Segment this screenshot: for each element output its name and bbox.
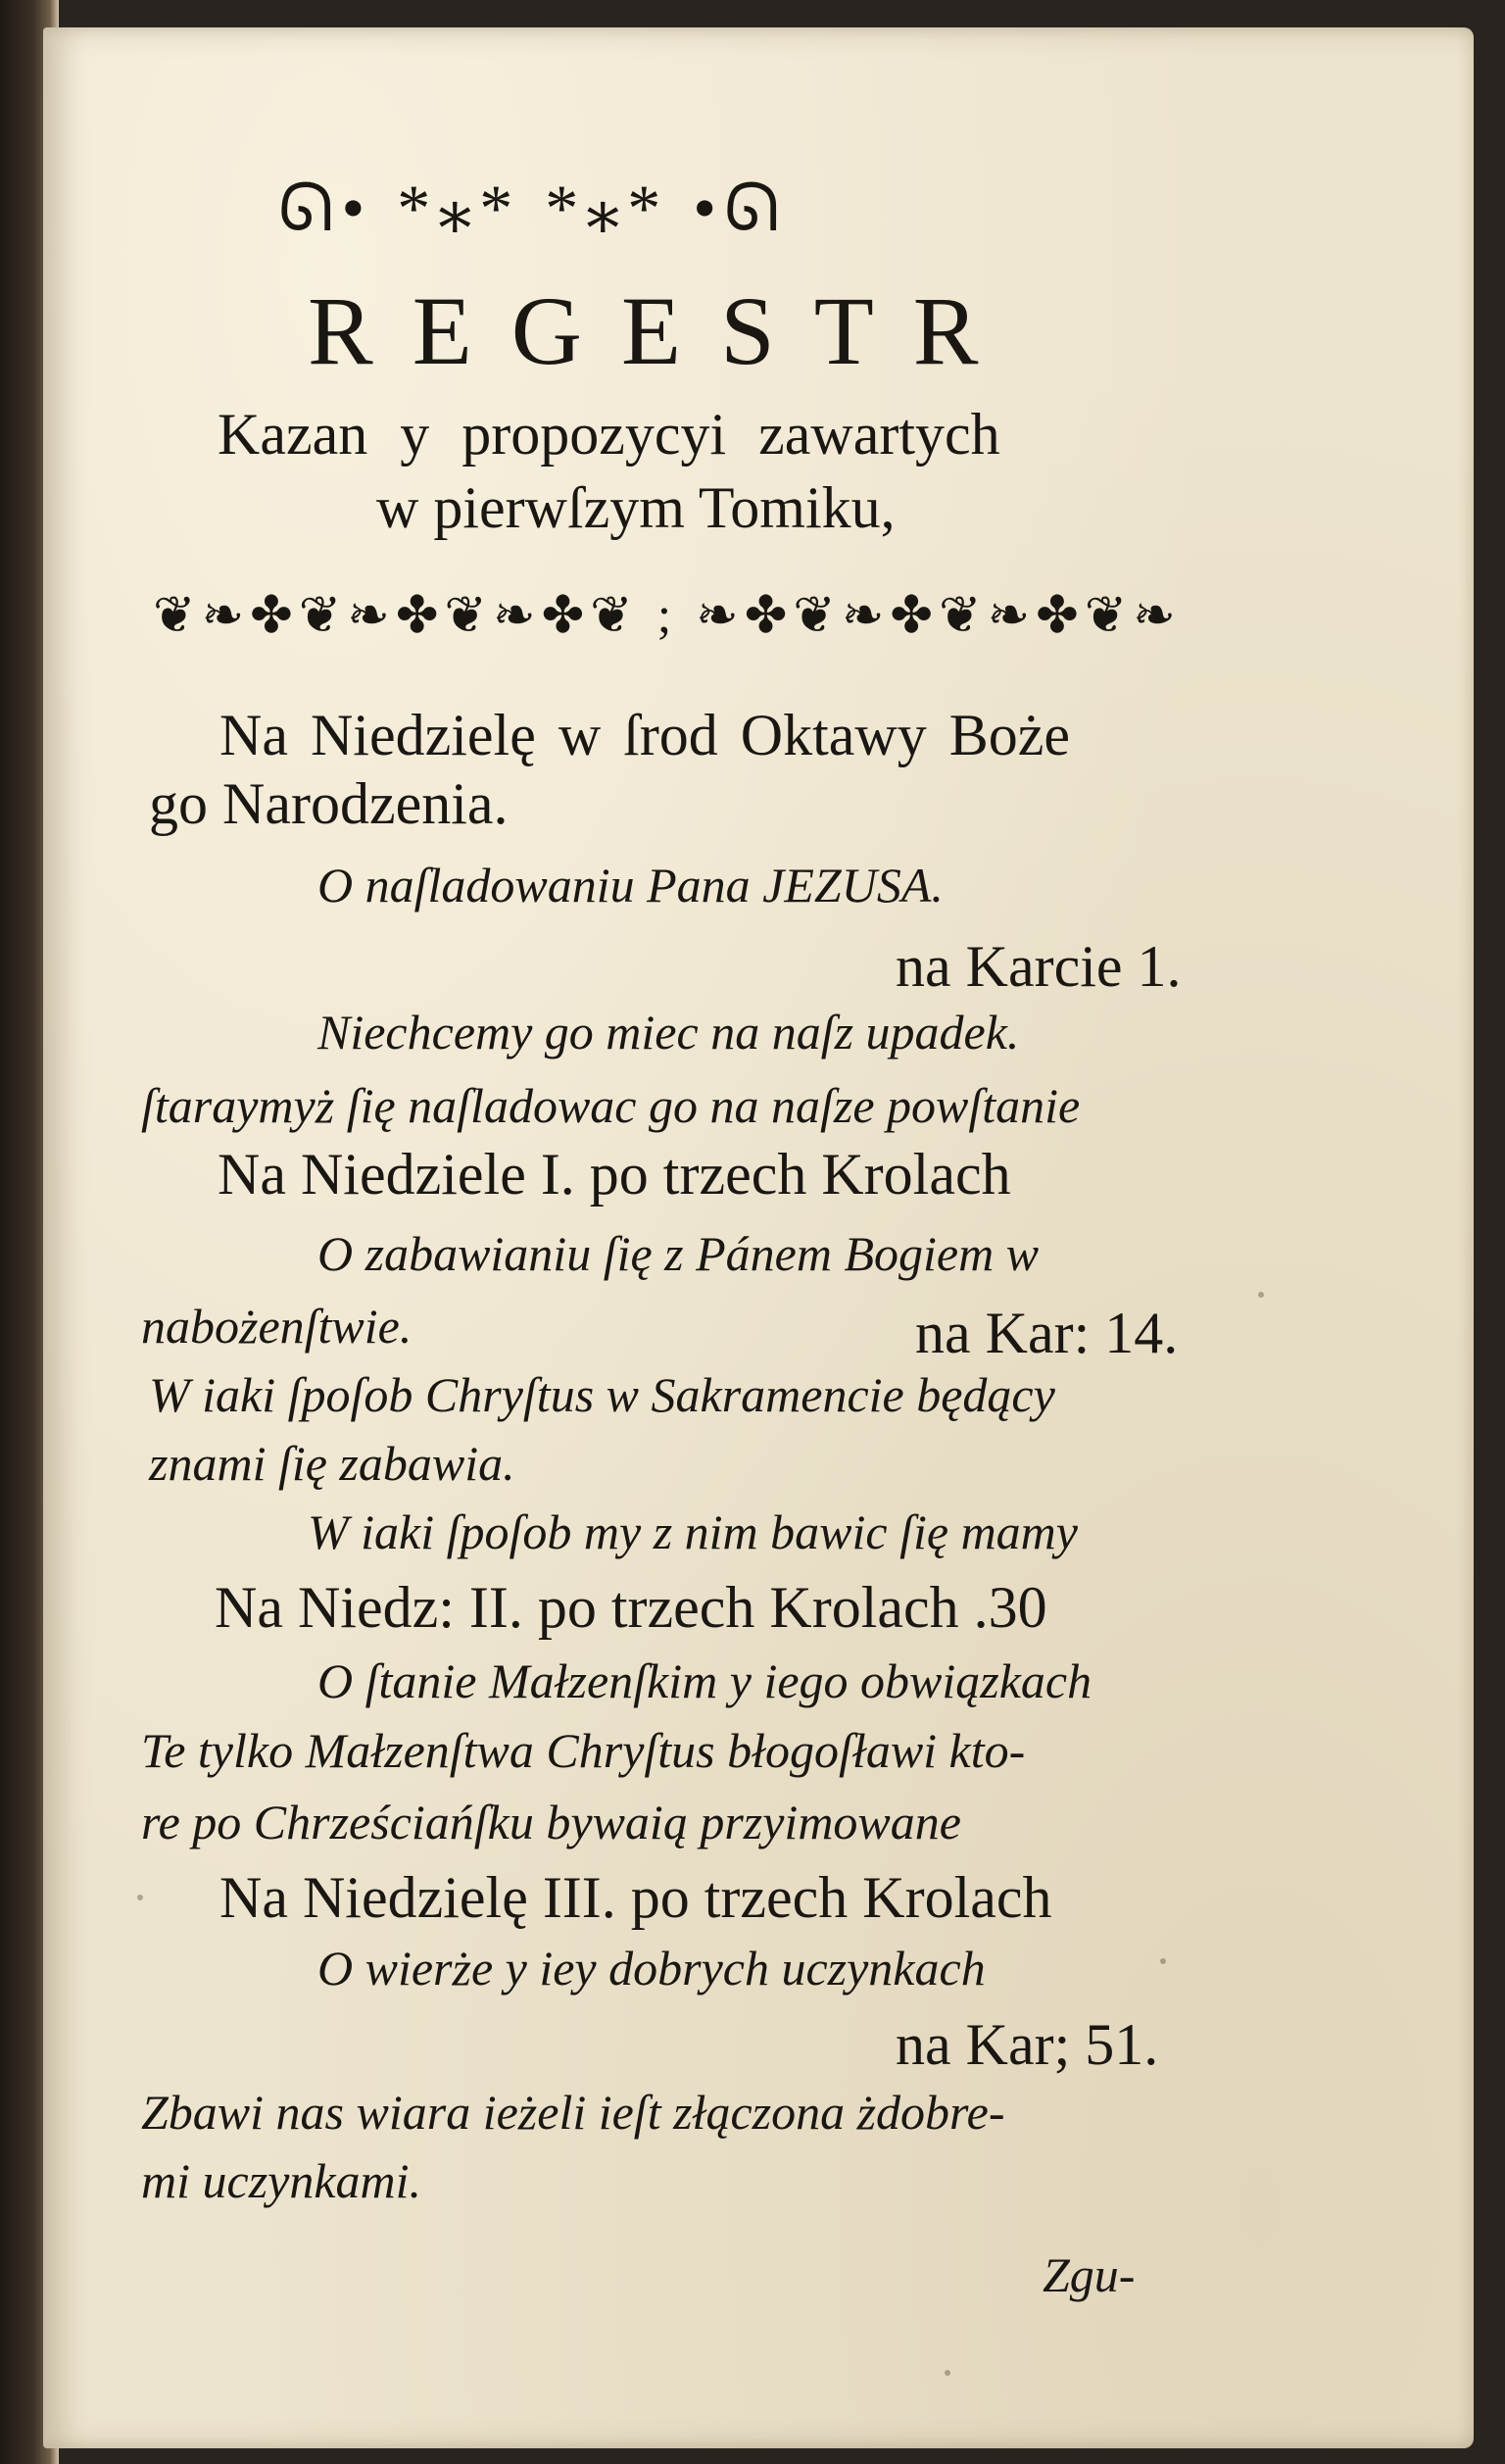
entry-line: znami ſię zabawia.	[149, 1436, 515, 1491]
page-reference: na Karcie 1.	[896, 934, 1182, 999]
entry-line: re po Chrześciańſku bywaią przyimowane	[141, 1795, 961, 1849]
paper-speck	[945, 2370, 950, 2376]
catchword: Zgu-	[1043, 2247, 1136, 2302]
entry-line: W iaki ſpoſob my z nim bawic ſię mamy	[308, 1504, 1078, 1559]
entry-line: go Narodzenia.	[149, 771, 509, 836]
subtitle-line-1: Kazan y propozycyi zawartych	[218, 402, 1000, 467]
entry-line: Zbawi nas wiara ieżeli ieſt złączona żdobre-	[141, 2085, 1005, 2140]
page-title: REGESTR	[308, 276, 1018, 385]
entry-line: ſtaraymyż ſię naſladowac go na naſze powſtanie	[141, 1078, 1081, 1133]
paper-speck	[1258, 1292, 1264, 1298]
entry-line: Niechcemy go miec na naſz upadek.	[317, 1005, 1020, 1060]
title-ornament: ᘏ• *⁎* *⁎* •ᘏ	[278, 171, 788, 245]
page-reference: na Kar; 51.	[896, 2012, 1159, 2077]
book-page	[43, 27, 1474, 2448]
entry-line: O ſtanie Małzenſkim y iego obwiązkach	[317, 1653, 1092, 1708]
entry-line: O naſladowaniu Pana JEZUSA.	[317, 858, 944, 912]
entry-line: Te tylko Małzenſtwa Chryſtus błogoſławi kto-	[141, 1723, 1026, 1778]
entry-line: Na Niedz: II. po trzech Krolach .30	[215, 1575, 1047, 1640]
entry-line: W iaki ſpoſob Chryſtus w Sakramencie będący	[149, 1367, 1055, 1422]
entry-line: Na Niedziele I. po trzech Krolach	[218, 1142, 1011, 1207]
entry-line: O zabawianiu ſię z Pánem Bogiem w	[317, 1226, 1040, 1281]
entry-line: Na Niedzielę III. po trzech Krolach	[219, 1865, 1052, 1930]
paper-speck	[137, 1895, 143, 1900]
subtitle-line-2: w pierwſzym Tomiku,	[376, 475, 896, 540]
entry-line: nabożenſtwie.	[141, 1299, 413, 1354]
paper-speck	[1160, 1958, 1166, 1964]
ornament-band: ❦❧✤❦❧✤❦❧✤❦ ; ❧✤❦❧✤❦❧✤❦❧	[153, 591, 1182, 644]
entry-line: Na Niedzielę w ſrod Oktawy Boże	[219, 703, 1071, 767]
entry-line: O wierże y iey dobrych uczynkach	[317, 1941, 986, 1996]
entry-line: mi uczynkami.	[141, 2153, 422, 2208]
page-reference: na Kar: 14.	[915, 1301, 1179, 1365]
